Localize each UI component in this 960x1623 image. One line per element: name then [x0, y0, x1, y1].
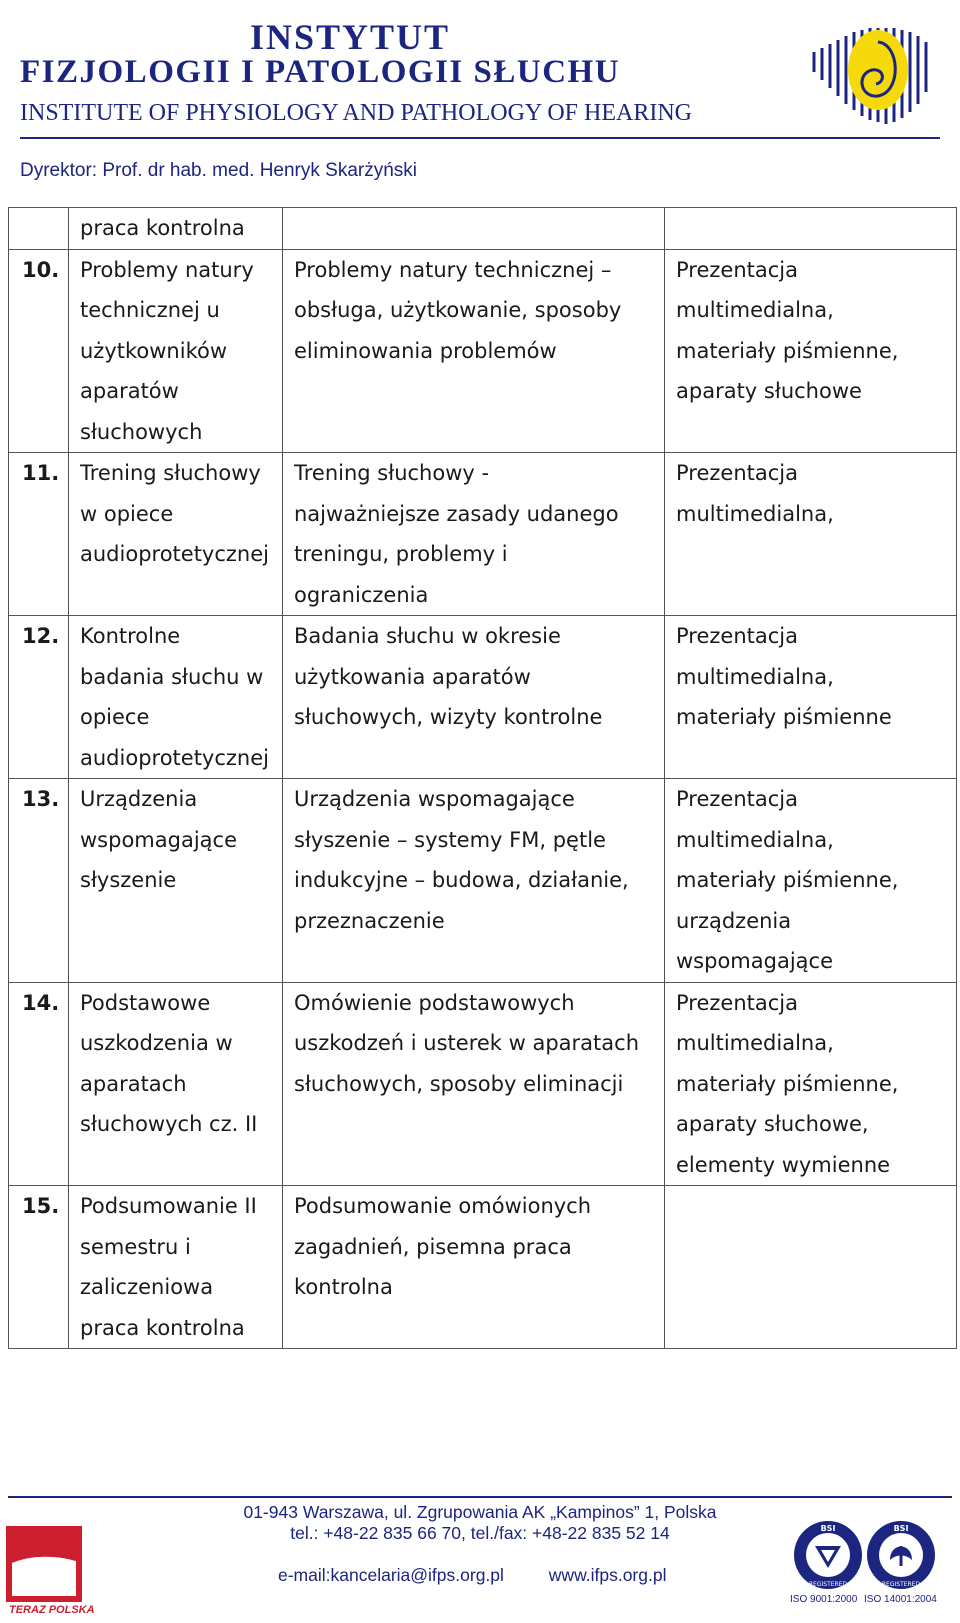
table-row	[9, 1186, 957, 1349]
bsi-label-1: BSI	[820, 1524, 836, 1533]
row-topic: Podstawowe uszkodzenia w aparatach słuchowych cz. II	[69, 982, 283, 1186]
row-content: Badania słuchu w okresie użytkowania aparatów słuchowych, wizyty kontrolne	[283, 616, 665, 779]
teraz-polska-label: TERAZ POLSKA	[9, 1604, 95, 1616]
director-line: Dyrektor: Prof. dr hab. med. Henryk Skarżyński	[20, 160, 418, 181]
row-materials: Prezentacja multimedialna, materiały piśmienne, urządzenia wspomagające	[665, 779, 957, 983]
footer-web	[278, 1565, 706, 1586]
row-topic: Trening słuchowy w opiece audioprotetycznej	[69, 453, 283, 616]
institute-name-pl-line1: INSTYTUT	[250, 17, 451, 57]
footer-divider	[8, 1496, 952, 1498]
schedule-table	[8, 207, 957, 1349]
table-row	[9, 779, 957, 983]
row-topic: Urządzenia wspomagające słyszenie	[69, 779, 283, 983]
registered-label-2: REGISTERED	[881, 1581, 921, 1588]
bsi-iso14001-badge-icon	[866, 1520, 936, 1590]
row-number: 11.	[9, 453, 69, 616]
row-number: 13.	[9, 779, 69, 983]
footer-phone: tel.: +48-22 835 66 70, tel./fax: +48-22 835 52 14	[290, 1523, 670, 1543]
row-topic: praca kontrolna	[69, 208, 283, 250]
iso9001-label: ISO 9001:2000	[790, 1594, 858, 1605]
row-content: Problemy natury technicznej – obsługa, użytkowanie, sposoby eliminowania problemów	[283, 249, 665, 453]
iso14001-label: ISO 14001:2004	[864, 1594, 937, 1605]
institute-name-en: INSTITUTE OF PHYSIOLOGY AND PATHOLOGY OF HEARING	[20, 100, 693, 126]
footer-address: 01-943 Warszawa, ul. Zgrupowania AK „Kampinos” 1, Polska	[243, 1502, 717, 1522]
table-row	[9, 616, 957, 779]
row-number	[9, 208, 69, 250]
row-materials	[665, 208, 957, 250]
bsi-iso9001-badge-icon	[793, 1520, 863, 1590]
row-topic: Podsumowanie II semestru i zaliczeniowa praca kontrolna	[69, 1186, 283, 1349]
row-materials: Prezentacja multimedialna, materiały piśmienne	[665, 616, 957, 779]
row-materials: Prezentacja multimedialna, materiały piśmienne, aparaty słuchowe, elementy wymienne	[665, 982, 957, 1186]
table-row	[9, 982, 957, 1186]
row-materials: Prezentacja multimedialna, materiały piśmienne, aparaty słuchowe	[665, 249, 957, 453]
table-row	[9, 249, 957, 453]
footer-website-link[interactable]: www.ifps.org.pl	[548, 1565, 667, 1585]
registered-label-1: REGISTERED	[808, 1581, 848, 1588]
footer-email-link[interactable]: e-mail:kancelaria@ifps.org.pl	[278, 1565, 504, 1585]
row-materials: Prezentacja multimedialna,	[665, 453, 957, 616]
row-number: 12.	[9, 616, 69, 779]
row-number: 10.	[9, 249, 69, 453]
row-content: Urządzenia wspomagające słyszenie – systemy FM, pętle indukcyjne – budowa, działanie, przeznaczenie	[283, 779, 665, 983]
header-divider	[20, 137, 940, 139]
row-content: Omówienie podstawowych uszkodzeń i usterek w aparatach słuchowych, sposoby eliminacji	[283, 982, 665, 1186]
row-content	[283, 208, 665, 250]
row-materials	[665, 1186, 957, 1349]
row-number: 15.	[9, 1186, 69, 1349]
row-topic: Kontrolne badania słuchu w opiece audioprotetycznej	[69, 616, 283, 779]
table-row	[9, 453, 957, 616]
bsi-label-2: BSI	[893, 1524, 909, 1533]
institute-name-pl-line2: FIZJOLOGII I PATOLOGII SŁUCHU	[20, 54, 621, 90]
table-row	[9, 208, 957, 250]
row-number: 14.	[9, 982, 69, 1186]
row-content: Trening słuchowy - najważniejsze zasady udanego treningu, problemy i ograniczenia	[283, 453, 665, 616]
row-topic: Problemy natury technicznej u użytkowników aparatów słuchowych	[69, 249, 283, 453]
institute-logo-icon	[810, 22, 940, 128]
row-content: Podsumowanie omówionych zagadnień, pisemna praca kontrolna	[283, 1186, 665, 1349]
